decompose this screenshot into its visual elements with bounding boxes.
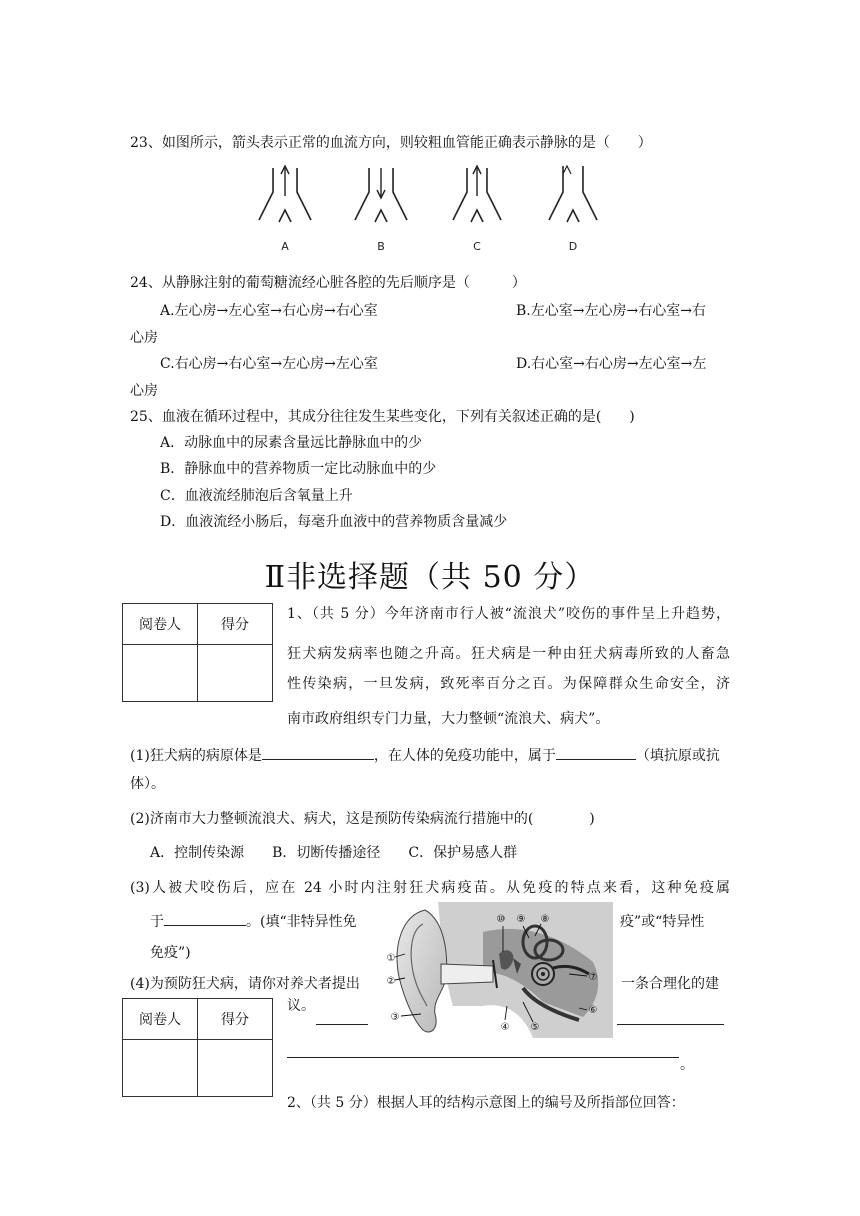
ear-marker-2: ② (386, 976, 396, 987)
vessel-label-c: C (473, 240, 481, 253)
ear-diagram (383, 902, 613, 1038)
p1-line-2: 狂犬病发病率也随之升高。狂犬病是一种由狂犬病毒所致的人畜急 (287, 646, 730, 662)
q25-option-b: B．静脉血中的营养物质一定比动脉血中的少 (160, 461, 437, 477)
p1-line-1: 1、（共 5 分）今年济南市行人被“流浪犬”咬伤的事件呈上升趋势， (287, 606, 730, 622)
answer-line-right[interactable] (617, 1024, 724, 1025)
vessel-d (549, 166, 597, 222)
p1-sub2-options: A．控制传染源 B．切断传播途径 C．保护易感人群 (150, 845, 518, 861)
vessel-a (259, 166, 311, 222)
vessel-label-d: D (568, 240, 578, 253)
ear-marker-6: ⑥ (588, 1005, 598, 1016)
sentence-end: 。 (680, 1057, 694, 1073)
p1-sub4: (4)为预防狂犬病，请你对养犬者提出 (130, 976, 360, 992)
q25-option-c: C．血液流经肺泡后含氧量上升 (160, 488, 353, 504)
p1-sub3-d: 疫”或“特异性 (620, 914, 705, 930)
answer-line-short[interactable] (316, 1024, 368, 1025)
q24-option-c: C.右心房→右心室→左心房→左心室 (160, 356, 378, 372)
p1-sub1: (1)狂犬病的病原体是 ，在人体的免疫功能中，属于 （填抗原或抗 (130, 745, 720, 765)
reviewer-cell[interactable] (123, 645, 198, 702)
q25-option-d: D．血液流经小肠后，每毫升血液中的营养物质含量减少 (160, 514, 508, 530)
p1-line-4: 南市政府组织专门力量，大力整顿“流浪犬、病犬”。 (287, 711, 610, 727)
score-table-1 (122, 603, 273, 702)
q24-option-d-cont: 心房 (130, 383, 158, 399)
p2-line-1: 2、（共 5 分）根据人耳的结构示意图上的编号及所指部位回答： (287, 1095, 685, 1111)
score-header: 得分 (198, 604, 273, 645)
ear-marker-8: ⑧ (540, 914, 550, 925)
reviewer-cell[interactable] (123, 1040, 198, 1097)
p1-sub4-b: 一条合理化的建 (621, 976, 719, 992)
q24-option-d: D.右心室→右心房→左心室→左 (516, 356, 707, 372)
p1-sub1-cont: 体）。 (130, 776, 165, 792)
answer-blank-antigen[interactable] (556, 745, 636, 760)
answer-blank-pathogen[interactable] (262, 745, 374, 760)
reviewer-header: 阅卷人 (123, 999, 198, 1040)
p1-sub4-c: 议。 (287, 998, 315, 1014)
score-header: 得分 (198, 999, 273, 1040)
q23-text: 23、如图所示，箭头表示正常的血流方向，则较粗血管能正确表示静脉的是（ ） (130, 135, 652, 151)
answer-blank-immunity[interactable] (164, 911, 246, 926)
q24-text: 24、从静脉注射的葡萄糖流经心脏各腔的先后顺序是（ ） (130, 275, 526, 291)
reviewer-header: 阅卷人 (123, 604, 198, 645)
p1-sub3: (3)人被犬咬伤后，应在 24 小时内注射狂犬病疫苗。从免疫的特点来看，这种免疫属 (130, 880, 730, 896)
answer-line-suggestion[interactable] (287, 1057, 679, 1058)
p1-sub3-e: 免疫”) (150, 945, 191, 961)
section-title: Ⅱ非选择题（共 50 分） (264, 560, 596, 595)
q25-text: 25、血液在循环过程中，其成分往往发生某些变化，下列有关叙述正确的是( ) (130, 409, 635, 425)
ear-marker-4: ④ (500, 1022, 510, 1033)
q25-option-a: A．动脉血中的尿素含量远比静脉血中的少 (160, 435, 423, 451)
ear-marker-7: ⑦ (588, 972, 598, 983)
q24-option-a: A.左心房→左心室→右心房→右心室 (160, 303, 378, 319)
q24-option-b: B.左心室→左心房→右心室→右 (516, 303, 706, 319)
p1-sub3-b: 于 。(填“非特异性免 (150, 911, 357, 931)
score-table-2 (122, 998, 273, 1097)
vessel-b (355, 168, 407, 222)
p1-sub2: (2)济南市大力整顿流浪犬、病犬，这是预防传染病流行措施中的( ) (130, 811, 595, 827)
vessel-label-a: A (281, 240, 289, 253)
score-cell[interactable] (198, 1040, 273, 1097)
score-cell[interactable] (198, 645, 273, 702)
vessel-diagram (255, 160, 605, 260)
ear-marker-1: ① (386, 953, 396, 964)
q24-option-b-cont: 心房 (130, 330, 158, 346)
vessel-label-b: B (377, 240, 385, 253)
p1-line-3: 性传染病，一旦发病，致死率百分之百。为保障群众生命安全，济 (287, 676, 730, 692)
ear-marker-10: ⑩ (496, 914, 506, 925)
ear-marker-3: ③ (390, 1012, 400, 1023)
ear-marker-9: ⑨ (516, 914, 526, 925)
vessel-c (453, 166, 501, 222)
ear-marker-5: ⑤ (530, 1022, 540, 1033)
